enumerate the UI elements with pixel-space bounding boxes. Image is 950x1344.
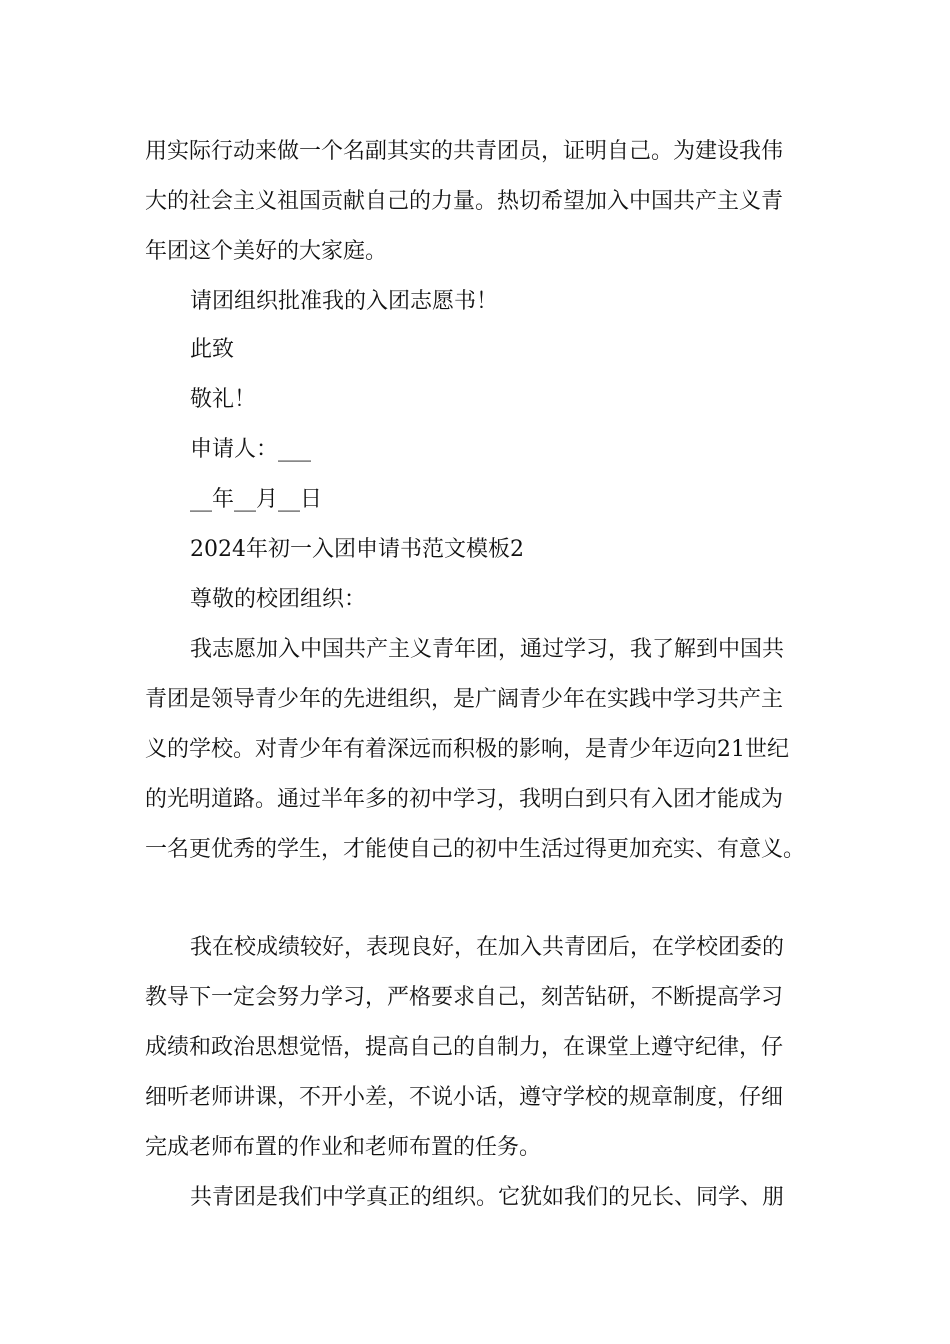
body-line: 我在校成绩较好，表现良好，在加入共青团后，在学校团委的 bbox=[190, 935, 785, 960]
body-line: 成绩和政治思想觉悟，提高自己的自制力，在课堂上遵守纪律，仔 bbox=[145, 1035, 784, 1060]
body-line: 用实际行动来做一个名副其实的共青团员，证明自己。为建设我伟 bbox=[145, 139, 784, 164]
body-line: 义的学校。对青少年有着深远而积极的影响，是青少年迈向21世纪 bbox=[145, 737, 789, 762]
body-line: 细听老师讲课，不开小差，不说小话，遵守学校的规章制度，仔细 bbox=[145, 1085, 784, 1110]
body-line: 青团是领导青少年的先进组织，是广阔青少年在实践中学习共产主 bbox=[145, 687, 784, 712]
request-line: 请团组织批准我的入团志愿书！ bbox=[190, 289, 499, 314]
body-line: 教导下一定会努力学习，严格要求自己，刻苦钻研，不断提高学习 bbox=[145, 985, 784, 1010]
body-line: 我志愿加入中国共产主义青年团，通过学习，我了解到中国共 bbox=[190, 637, 785, 662]
section-title: 2024年初一入团申请书范文模板2 bbox=[190, 537, 524, 562]
body-line: 共青团是我们中学真正的组织。它犹如我们的兄长、同学、朋 bbox=[190, 1185, 785, 1210]
body-line: 完成老师布置的作业和老师布置的任务。 bbox=[145, 1135, 542, 1160]
body-line: 的光明道路。通过半年多的初中学习，我明白到只有入团才能成为 bbox=[145, 787, 784, 812]
salutation-line: 此致 bbox=[190, 337, 235, 362]
body-line: 年团这个美好的大家庭。 bbox=[145, 239, 388, 264]
body-line: 一名更优秀的学生，才能使自己的初中生活过得更加充实、有意义。 bbox=[145, 837, 806, 862]
greeting-line: 尊敬的校团组织： bbox=[190, 587, 367, 612]
date-line: __年__月__日 bbox=[190, 487, 323, 512]
salutation-line: 敬礼！ bbox=[190, 387, 257, 412]
body-line: 大的社会主义祖国贡献自己的力量。热切希望加入中国共产主义青 bbox=[145, 189, 784, 214]
applicant-line: 申请人：___ bbox=[190, 437, 312, 462]
